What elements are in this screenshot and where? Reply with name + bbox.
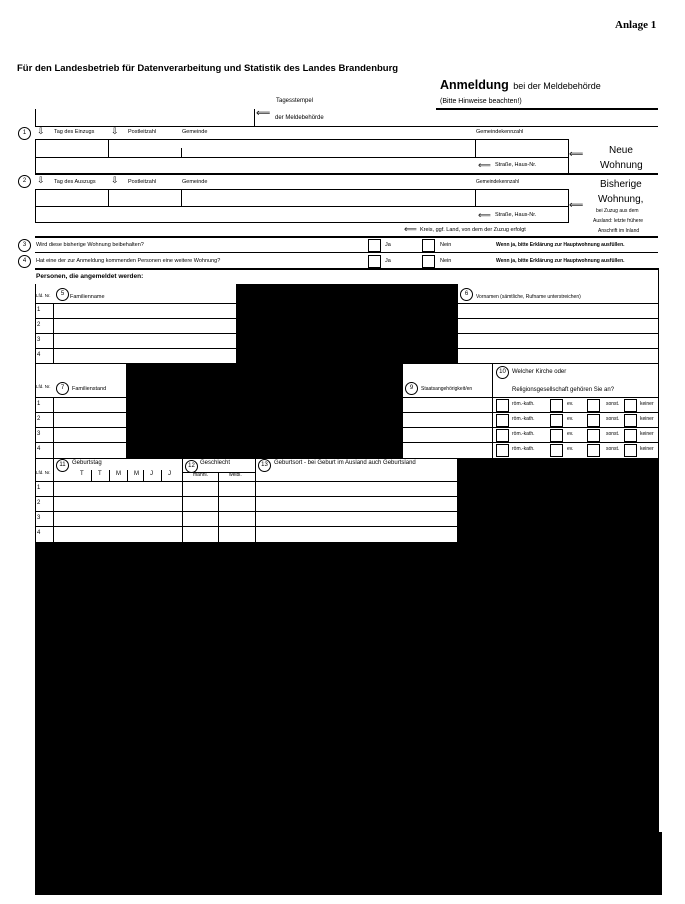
s3-nein-label: Nein xyxy=(440,242,452,248)
s4-ja-label: Ja xyxy=(385,258,391,264)
b2-staatsangehoerigkeit-field[interactable] xyxy=(403,398,491,411)
s2-strasse-label: Straße, Haus-Nr. xyxy=(495,212,537,218)
s1-date-sep xyxy=(108,139,109,157)
s2-strasse-arrow-icon: ⟸ xyxy=(478,210,491,220)
b3-geburtsort-field[interactable] xyxy=(256,527,456,540)
b3-row-number: 2 xyxy=(37,500,41,506)
s1-strasse-arrow-icon: ⟸ xyxy=(478,160,491,170)
religion-option-label: ev. xyxy=(567,431,574,437)
religion-option-label: röm.-kath. xyxy=(512,401,535,407)
s4-nein-label: Nein xyxy=(440,258,452,264)
b1-familienname-field[interactable] xyxy=(54,319,235,332)
s1-strasse-label: Straße, Haus-Nr. xyxy=(495,162,537,168)
s2-field-top xyxy=(35,189,568,190)
kreis-label: Kreis, ggf. Land, von dem der Zuzug erfolgt xyxy=(420,227,526,233)
anmeldung-underline xyxy=(436,108,658,110)
stamp-arrow-icon: ⟸ xyxy=(256,108,271,119)
b1-row-number: 2 xyxy=(37,322,41,328)
geburtsort-label: Geburtsort - bei Geburt im Ausland auch Geburtsland xyxy=(274,460,416,466)
c9-number: 9 xyxy=(405,382,418,395)
anlage-label: Anlage 1 xyxy=(615,19,657,31)
religion-option-label: keiner xyxy=(640,401,654,407)
b1-vornamen-field[interactable] xyxy=(459,304,657,317)
s2-field-bottom xyxy=(35,222,568,223)
persons-title: Personen, die angemeldet werden: xyxy=(36,273,144,280)
b3-weibl-field[interactable] xyxy=(219,482,254,495)
zuzug-note-2: Ausland: letzte frühere xyxy=(593,218,644,224)
b3-maennl-field[interactable] xyxy=(183,497,217,510)
kirche-line1: Welcher Kirche oder xyxy=(512,369,567,375)
s4-bottom-line xyxy=(35,268,658,270)
datum-letter-sep xyxy=(143,470,144,481)
religion-checkbox-0[interactable] xyxy=(496,444,509,457)
b2-staatsangehoerigkeit-field[interactable] xyxy=(403,443,491,456)
b3-geburtstag-field[interactable] xyxy=(54,527,181,540)
religion-option-label: keiner xyxy=(640,416,654,422)
kirche-line2: Religionsgesellschaft gehören Sie an? xyxy=(512,387,615,393)
religion-option-label: ev. xyxy=(567,416,574,422)
s3-question: Wird diese bisherige Wohnung beibehalten? xyxy=(36,242,144,248)
b2-row-number: 1 xyxy=(37,401,41,407)
weibl-label: weibl. xyxy=(229,472,242,478)
geschlecht-label: Geschlecht xyxy=(200,460,231,466)
s1-mid-line xyxy=(35,157,568,158)
c11-number: 11 xyxy=(56,459,69,472)
b3-geburtstag-field[interactable] xyxy=(54,482,181,495)
s1-arrow-einzug-icon: ⇩ xyxy=(37,126,45,136)
religion-option-label: ev. xyxy=(567,446,574,452)
staatsangehoerigkeit-label: Staatsangehörigkeit/en xyxy=(421,386,473,392)
geburtstag-label: Geburtstag xyxy=(72,460,102,466)
b3-weibl-field[interactable] xyxy=(219,497,254,510)
b1-lfd-nr: Lfd. Nr. xyxy=(36,293,51,298)
b3-geburtstag-field[interactable] xyxy=(54,497,181,510)
b3-row-number: 3 xyxy=(37,515,41,521)
datum-letter-sep xyxy=(91,470,92,481)
b3-geburtsort-field[interactable] xyxy=(256,482,456,495)
c6-number: 6 xyxy=(460,288,473,301)
s3-ja-checkbox[interactable] xyxy=(368,239,381,252)
anmeldung-word: Anmeldung xyxy=(440,78,509,92)
s4-nein-checkbox[interactable] xyxy=(422,255,435,268)
religion-checkbox-2[interactable] xyxy=(587,429,600,442)
bisherige-label: Bisherige xyxy=(600,179,642,190)
wohnung2-label: Wohnung, xyxy=(598,194,644,205)
b2-lfd-nr: Lfd. Nr. xyxy=(36,384,51,389)
s4-number: 4 xyxy=(18,255,31,268)
s3-nein-checkbox[interactable] xyxy=(422,239,435,252)
religion-checkbox-1[interactable] xyxy=(550,444,563,457)
s1-gemeinde-label: Gemeinde xyxy=(182,129,208,135)
datum-letter-sep xyxy=(161,470,162,481)
religion-option-label: sonst. xyxy=(606,446,620,452)
redacted-block-1 xyxy=(236,284,458,363)
b2-staatsangehoerigkeit-field[interactable] xyxy=(403,413,491,426)
datum-letter: J xyxy=(168,471,171,477)
s1-number: 1 xyxy=(18,127,31,140)
meldebehoerde-label: der Meldebehörde xyxy=(275,115,324,121)
wohnung-label: Wohnung xyxy=(600,160,643,171)
s1-plz-sep xyxy=(181,148,182,157)
s2-arrow-plz-icon: ⇩ xyxy=(111,175,119,185)
b1-familienname-field[interactable] xyxy=(54,334,235,347)
religion-checkbox-3[interactable] xyxy=(624,399,637,412)
familienname-label: Familienname xyxy=(70,294,105,300)
tagesstempel-label: Tagesstempel xyxy=(276,98,314,104)
c5-number: 5 xyxy=(56,288,69,301)
b1-row-number: 3 xyxy=(37,337,41,343)
bisherige-arrow-icon: ⟸ xyxy=(569,200,584,211)
b3-row-number: 1 xyxy=(37,485,41,491)
b1-familienname-field[interactable] xyxy=(54,349,235,362)
religion-option-label: sonst. xyxy=(606,416,620,422)
b1-vornamen-field[interactable] xyxy=(459,334,657,347)
datum-letter: M xyxy=(134,471,139,477)
datum-letter-sep xyxy=(109,470,110,481)
b2-familienstand-field[interactable] xyxy=(54,398,125,411)
neue-wohnung-arrow-icon: ⟸ xyxy=(569,149,584,160)
s1-top-line xyxy=(35,126,658,127)
datum-letter: M xyxy=(116,471,121,477)
s2-plz-label: Postleitzahl xyxy=(128,179,157,185)
s4-ja-checkbox[interactable] xyxy=(368,255,381,268)
religion-checkbox-1[interactable] xyxy=(550,414,563,427)
religion-option-label: keiner xyxy=(640,446,654,452)
persons-right-border xyxy=(658,268,659,460)
landesbetrieb-heading: Für den Landesbetrieb für Datenverarbeitung und Statistik des Landes Brandenburg xyxy=(17,63,399,74)
anmeldung-title xyxy=(440,77,601,93)
persons-left-border xyxy=(35,284,36,542)
neue-label: Neue xyxy=(609,145,633,156)
s2-mid-line xyxy=(35,206,568,207)
religion-checkbox-3[interactable] xyxy=(624,429,637,442)
b2-staatsangehoerigkeit-field[interactable] xyxy=(403,428,491,441)
redacted-block-2 xyxy=(126,363,402,458)
religion-option-label: röm.-kath. xyxy=(512,446,535,452)
s3-number: 3 xyxy=(18,239,31,252)
s2-date-sep xyxy=(108,189,109,206)
hinweise-note: (Bitte Hinweise beachten!) xyxy=(440,98,522,105)
s2-number: 2 xyxy=(18,175,31,188)
b2-familienstand-field[interactable] xyxy=(54,413,125,426)
religion-checkbox-2[interactable] xyxy=(587,444,600,457)
vornamen-label: Vornamen (sämtliche, Rufname unterstreichen) xyxy=(476,294,581,300)
religion-checkbox-0[interactable] xyxy=(496,414,509,427)
s1-gemeindekennzahl-label: Gemeindekennzahl xyxy=(476,129,524,135)
redacted-block-4 xyxy=(35,542,659,832)
s3-note: Wenn ja, bitte Erklärung zur Hauptwohnung ausfüllen. xyxy=(496,242,625,248)
zuzug-note-3: Anschrift im Inland xyxy=(598,228,640,234)
tag-auszug-label: Tag des Auszugs xyxy=(54,179,96,185)
religion-checkbox-0[interactable] xyxy=(496,429,509,442)
s1-bottom-line xyxy=(35,173,658,175)
zuzug-note-1: bei Zuzug aus dem xyxy=(596,208,639,214)
religion-option-label: keiner xyxy=(640,431,654,437)
s3-bottom-line xyxy=(35,252,658,253)
religion-option-label: ev. xyxy=(567,401,574,407)
b1-familienname-field[interactable] xyxy=(54,304,235,317)
b3-weibl-field[interactable] xyxy=(219,512,254,525)
s1-field-top xyxy=(35,139,568,140)
c10-number: 10 xyxy=(496,366,509,379)
religion-option-label: sonst. xyxy=(606,431,620,437)
c12-number: 12 xyxy=(185,460,198,473)
b1-vornamen-field[interactable] xyxy=(459,319,657,332)
datum-letter: J xyxy=(150,471,153,477)
religion-checkbox-3[interactable] xyxy=(624,444,637,457)
religion-checkbox-2[interactable] xyxy=(587,414,600,427)
religion-option-label: röm.-kath. xyxy=(512,416,535,422)
redacted-block-5 xyxy=(35,832,662,895)
b2-familienstand-field[interactable] xyxy=(54,443,125,456)
b3-maennl-field[interactable] xyxy=(183,482,217,495)
b3-geburtsort-field[interactable] xyxy=(256,512,456,525)
c13-number: 13 xyxy=(258,459,271,472)
anmeldung-suffix: bei der Meldebehörde xyxy=(513,81,601,91)
b2-row-number: 2 xyxy=(37,416,41,422)
s2-gemeinde-label: Gemeinde xyxy=(182,179,208,185)
b2-header-line xyxy=(35,397,658,398)
religion-checkbox-1[interactable] xyxy=(550,399,563,412)
religion-option-label: sonst. xyxy=(606,401,620,407)
s4-note: Wenn ja, bitte Erklärung zur Hauptwohnung ausfüllen. xyxy=(496,258,625,264)
datum-letter: T xyxy=(80,471,84,477)
s1-kennzahl-sep xyxy=(475,139,476,157)
b3-row-number: 4 xyxy=(37,530,41,536)
b2-row-number: 4 xyxy=(37,446,41,452)
c7-number: 7 xyxy=(56,382,69,395)
b2-row-number: 3 xyxy=(37,431,41,437)
s1-plz-label: Postleitzahl xyxy=(128,129,157,135)
tag-einzug-label: Tag des Einzugs xyxy=(54,129,95,135)
datum-letter-sep xyxy=(127,470,128,481)
b3-lfd-nr: Lfd. Nr. xyxy=(36,470,51,475)
s1-arrow-plz-icon: ⇩ xyxy=(111,126,119,136)
maennl-label: männl. xyxy=(193,472,209,478)
b3-maennl-field[interactable] xyxy=(183,527,217,540)
kreis-arrow-icon: ⟸ xyxy=(404,224,417,234)
s2-gemeindekennzahl-label: Gemeindekennzahl xyxy=(476,179,520,185)
datum-letter: T xyxy=(98,471,102,477)
s3-ja-label: Ja xyxy=(385,242,391,248)
stamp-box-right xyxy=(254,109,255,126)
religion-checkbox-3[interactable] xyxy=(624,414,637,427)
b3-maennl-field[interactable] xyxy=(183,512,217,525)
b3-geburtsort-field[interactable] xyxy=(256,497,456,510)
b3-geschlecht-sub xyxy=(182,472,255,473)
b1-vornamen-field[interactable] xyxy=(459,349,657,362)
b3-weibl-field[interactable] xyxy=(219,527,254,540)
religion-option-label: röm.-kath. xyxy=(512,431,535,437)
familienstand-label: Familienstand xyxy=(72,386,107,392)
b3-geburtstag-field[interactable] xyxy=(54,512,181,525)
religion-checkbox-2[interactable] xyxy=(587,399,600,412)
religion-checkbox-0[interactable] xyxy=(496,399,509,412)
s2-bottom-line xyxy=(35,236,658,238)
b2-staat-sep xyxy=(492,363,493,458)
s4-question: Hat eine der zur Anmeldung kommenden Personen eine weitere Wohnung? xyxy=(36,258,221,264)
b1-row-number: 4 xyxy=(37,352,41,358)
b1-row-number: 1 xyxy=(37,307,41,313)
s2-kennzahl-sep xyxy=(475,189,476,206)
stamp-box-left xyxy=(35,109,36,126)
religion-checkbox-1[interactable] xyxy=(550,429,563,442)
b2-familienstand-field[interactable] xyxy=(54,428,125,441)
redacted-block-3 xyxy=(457,458,659,542)
s2-plz-sep xyxy=(181,189,182,206)
s2-arrow-auszug-icon: ⇩ xyxy=(37,175,45,185)
